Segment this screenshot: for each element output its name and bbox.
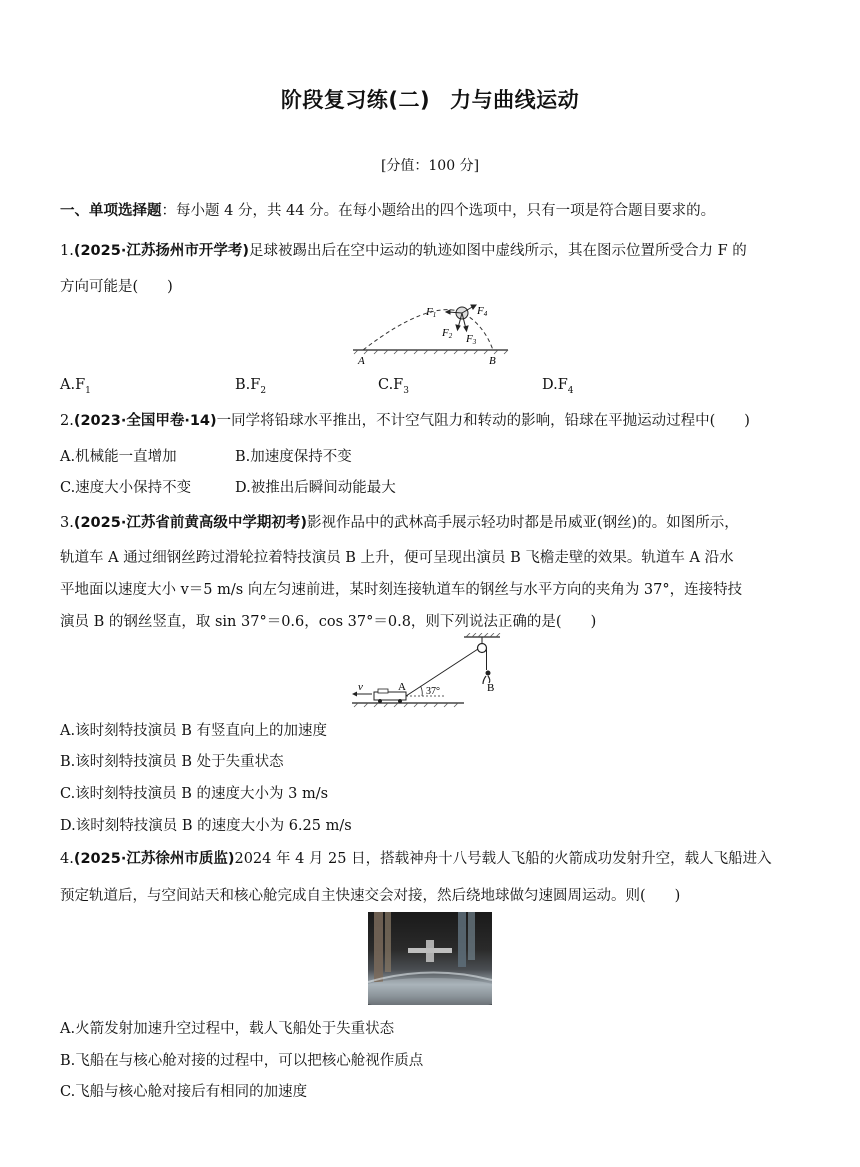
label-v: v: [358, 681, 363, 693]
title-main: 阶段复习练(二): [280, 88, 431, 112]
pulley: [478, 644, 487, 653]
question-4-option-a[interactable]: A.火箭发射加速升空过程中，载人飞船处于失重状态: [60, 1021, 395, 1037]
label-f2: F2: [442, 327, 453, 340]
question-4-option-b[interactable]: B.飞船在与核心舱对接的过程中，可以把核心舱视作质点: [60, 1053, 424, 1069]
velocity-arrowhead: [352, 692, 357, 697]
question-4-number: 4.: [60, 851, 74, 867]
title-sub: 力与曲线运动: [450, 88, 580, 112]
question-2-option-a[interactable]: A.机械能一直增加: [60, 449, 177, 465]
score-label: [分值：100 分]: [380, 158, 480, 174]
question-3-number: 3.: [60, 515, 74, 531]
question-1-option-b[interactable]: $B.F_2$: [235, 377, 267, 396]
label-f3: F3: [466, 333, 477, 346]
question-2-number: 2.: [60, 413, 74, 429]
label-f1: F1: [426, 306, 437, 319]
question-4-line-1: [60, 847, 772, 868]
cable-to-car: [406, 649, 478, 696]
page-title: [0, 84, 860, 114]
space-station-photo: [368, 912, 492, 1005]
question-1-line-1: [60, 239, 747, 260]
section-heading: [60, 199, 715, 220]
question-1-text: 足球被踢出后在空中运动的轨迹如图中虚线所示，其在图示位置所受合力 F 的: [248, 243, 747, 259]
question-3-line-3: 平地面以速度大小 v＝5 m/s 向左匀速前进，某时刻连接轨道车的钢丝与水平方向的夹角为 37°，连接特技: [60, 582, 743, 598]
question-3-line-2: 轨道车 A 通过细钢丝跨过滑轮拉着特技演员 B 上升，便可呈现出演员 B 飞檐走壁的效果。轨道车 A 沿水: [60, 550, 734, 566]
question-1-line-2: 方向可能是( ): [60, 279, 173, 295]
question-3-option-b[interactable]: B.该时刻特技演员 B 处于失重状态: [60, 754, 284, 770]
question-2-source: (2023·全国甲卷·14): [73, 413, 217, 429]
label-f4: F4: [477, 305, 488, 318]
question-3-line-1: [60, 511, 739, 532]
question-2-option-c[interactable]: C.速度大小保持不变: [60, 480, 192, 496]
question-2-text: 一同学将铅球水平推出，不计空气阻力和转动的影响，铅球在平抛运动过程中( ): [216, 413, 750, 429]
question-4-option-c[interactable]: C.飞船与核心舱对接后有相同的加速度: [60, 1084, 308, 1100]
label-point-b: B: [489, 355, 496, 367]
space-station-illustration: [368, 912, 492, 1005]
question-1-option-c[interactable]: $C.F_3$: [378, 377, 409, 396]
question-3-option-a[interactable]: A.该时刻特技演员 B 有竖直向上的加速度: [60, 723, 327, 739]
question-2-line-1: [60, 409, 750, 430]
ground-hatching: [354, 350, 508, 354]
question-3-text: 影视作品中的武林高手展示轻功时都是吊威亚(钢丝)的。如图所示，: [306, 515, 739, 531]
question-2-option-d[interactable]: D.被推出后瞬间动能最大: [235, 480, 396, 496]
question-1-option-a[interactable]: $A.F_1$: [60, 377, 91, 396]
label-b: B: [487, 682, 495, 694]
question-4-source: (2025·江苏徐州市质监): [73, 851, 235, 867]
section-title: 一、单项选择题: [60, 203, 162, 219]
question-1-figure: [348, 298, 513, 370]
question-3-line-4: 演员 B 的钢丝竖直，取 sin 37°＝0.6，cos 37°＝0.8，则下列说法正确的是( ): [60, 614, 597, 630]
label-angle: 37°: [426, 686, 440, 697]
question-4-text: 2024 年 4 月 25 日，搭载神舟十八号载人飞船的火箭成功发射升空，载人飞船进入: [234, 851, 772, 867]
question-3-source: (2025·江苏省前黄高级中学期初考): [73, 515, 307, 531]
question-1-source: (2025·江苏扬州市开学考): [73, 243, 249, 259]
question-3-option-d[interactable]: D.该时刻特技演员 B 的速度大小为 6.25 m/s: [60, 818, 352, 834]
question-2-option-b[interactable]: B.加速度保持不变: [235, 449, 352, 465]
question-1-option-d[interactable]: $D.F_4$: [542, 377, 574, 396]
question-1-number: 1.: [60, 243, 74, 259]
question-4-line-2: 预定轨道后，与空间站天和核心舱完成自主快速交会对接，然后绕地球做匀速圆周运动。则( ): [60, 888, 681, 904]
question-3-figure: [352, 633, 512, 711]
label-a: A: [398, 681, 406, 693]
section-desc: ：每小题 4 分，共 44 分。在每小题给出的四个选项中，只有一项是符合题目要求的。: [161, 203, 716, 219]
question-3-option-c[interactable]: C.该时刻特技演员 B 的速度大小为 3 m/s: [60, 786, 329, 802]
angle-arc: [421, 686, 423, 696]
label-point-a: A: [358, 355, 365, 367]
